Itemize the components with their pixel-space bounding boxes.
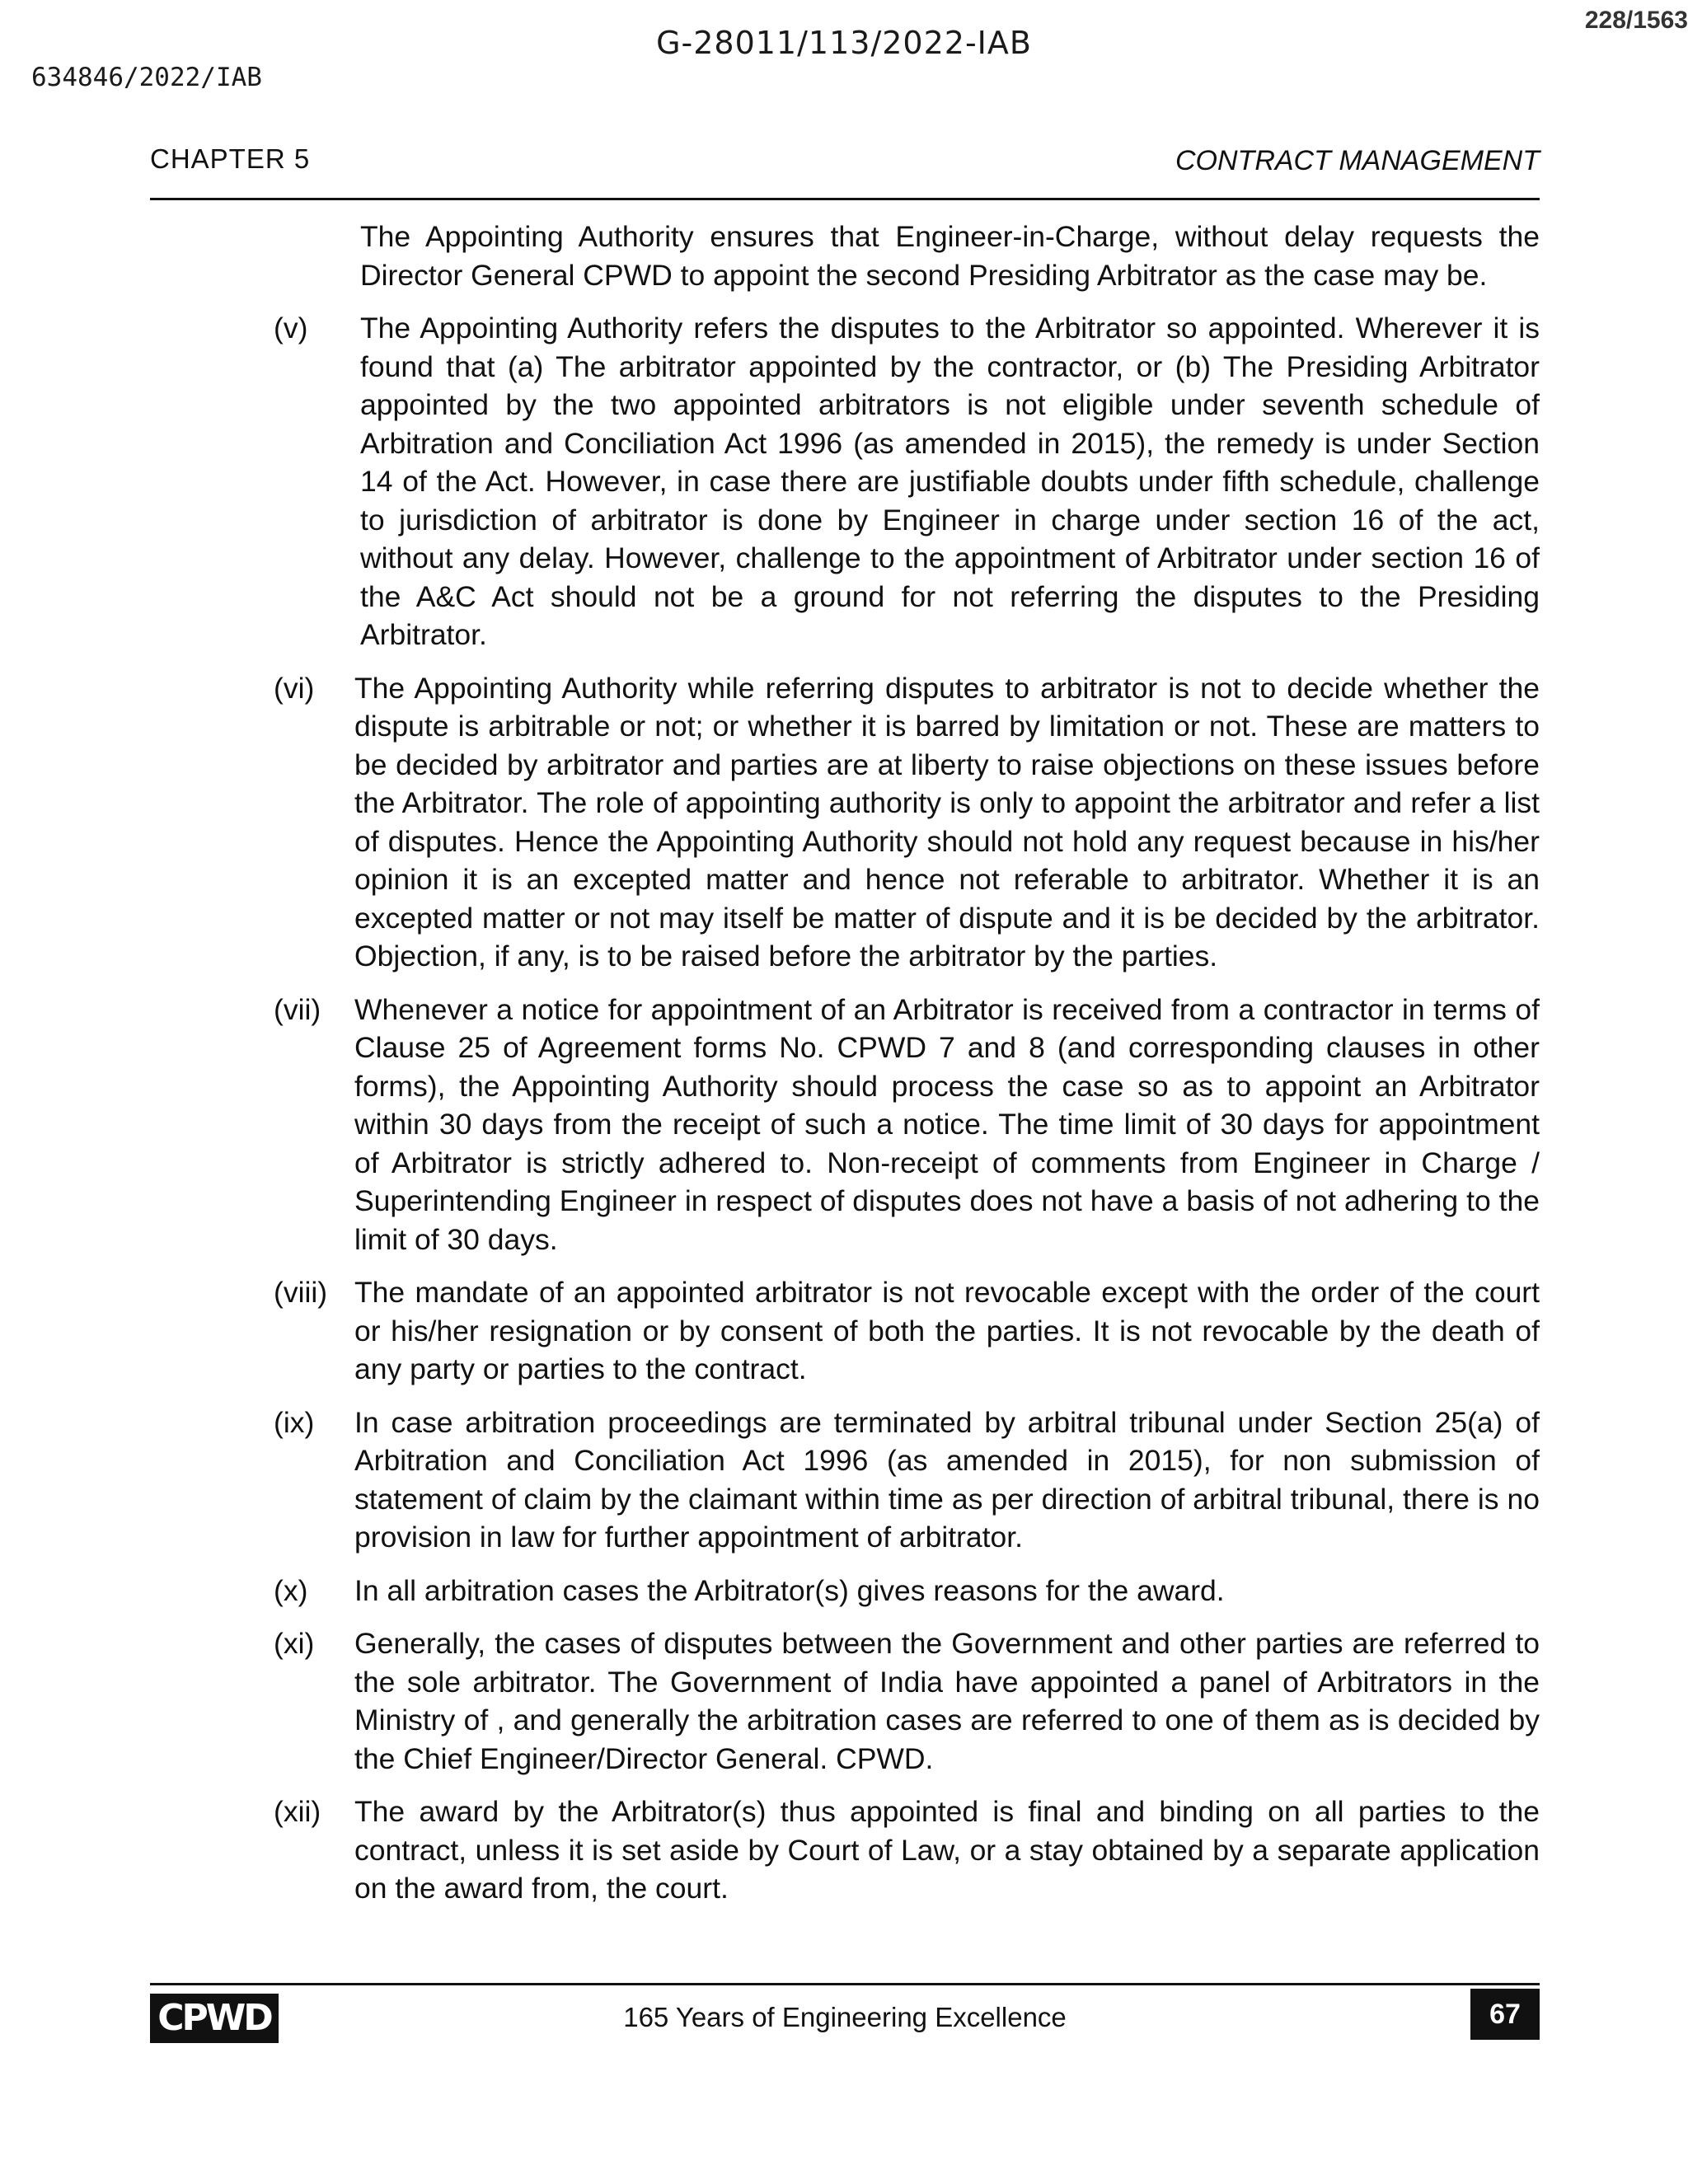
item-text: In all arbitration cases the Arbitrator(s) gives reasons for the award.: [354, 1573, 1225, 1607]
section-title: CONTRACT MANAGEMENT: [1175, 145, 1540, 176]
file-number-stamp: G-28011/113/2022-IAB: [656, 25, 1032, 61]
item-number: (viii): [274, 1276, 328, 1309]
item-text: In case arbitration proceedings are terminated by arbitral tribunal under Section 25(a) of Arbitration and Conciliation Act 1996 (as amended in 2015), for non submission of statement of claim by the claimant within time as per direction of arbitral tribunal, there is no provision in law for further appointment of arbitrator.: [354, 1405, 1540, 1554]
page-footer: [150, 1983, 1540, 2039]
list-item-v: [150, 309, 1540, 654]
item-text: The mandate of an appointed arbitrator is not revocable except with the order of the court or his/her resignation or by consent of both the parties. It is not revocable by the death of any party or parties to the contract.: [354, 1276, 1540, 1385]
item-text: Generally, the cases of disputes between the Government and other parties are referred to the sole arbitrator. The Government of India have appointed a panel of Arbitrators in the Ministry of , and generally the arbitration cases are referred to one of them as is decided by the Chief Engineer/Director General. CPWD.: [354, 1627, 1540, 1775]
list-item-x: [150, 1572, 1540, 1610]
list-item-vii: [150, 991, 1540, 1259]
page-body: [150, 218, 1540, 1923]
item-text: The Appointing Authority while referring disputes to arbitrator is not to decide whether the dispute is arbitrable or not; or whether it is barred by limitation or not. These are matters to be decided by arbitrator and parties are at liberty to raise objections on these issues before the Arbitrator. The role of appointing authority is only to appoint the arbitrator and refer a list of disputes. Hence the Appointing Authority should not hold any request because in his/her opinion it is an excepted matter and hence not referable to arbitrator. Whether it is an excepted matter or not may itself be matter of dispute and it is be decided by the arbitrator. Objection, if any, is to be raised before the arbitrator by the parties.: [354, 671, 1540, 972]
list-item-vi: [150, 669, 1540, 976]
item-text: Whenever a notice for appointment of an Arbitrator is received from a contractor in terms of Clause 25 of Agreement forms No. CPWD 7 and 8 (and corresponding clauses in other forms), the Appointing Authority should process the case so as to appoint an Arbitrator within 30 days from the receipt of such a notice. The time limit of 30 days for appointment of Arbitrator is strictly adhered to. Non-receipt of comments from Engineer in Charge / Superintending Engineer in respect of disputes does not have a basis of not adhering to the limit of 30 days.: [354, 992, 1540, 1256]
item-number: (xii): [274, 1795, 321, 1828]
item-number: (v): [274, 312, 308, 344]
list-item-xi: [150, 1624, 1540, 1778]
item-number: (vii): [274, 992, 321, 1026]
list-item-ix: [150, 1404, 1540, 1557]
chapter-label: CHAPTER 5: [150, 143, 311, 174]
page-header: [150, 140, 1540, 200]
list-item-xii: [150, 1793, 1540, 1908]
cpwd-logo: CPWD: [150, 1994, 279, 2043]
item-number: (xi): [274, 1627, 315, 1660]
item-number: (ix): [274, 1405, 315, 1439]
continued-paragraph: The Appointing Authority ensures that Engineer-in-Charge, without delay requests the Director General CPWD to appoint the second Presiding Arbitrator as the case may be.: [360, 220, 1540, 292]
item-text: The award by the Arbitrator(s) thus appointed is final and binding on all parties to the contract, unless it is set aside by Court of Law, or a stay obtained by a separate application on the award from, the court.: [354, 1795, 1540, 1905]
item-text: The Appointing Authority refers the disputes to the Arbitrator so appointed. Wherever it is found that (a) The arbitrator appointed by the contractor, or (b) The Presiding Arbitrator appointed by the two appointed arbitrators is not eligible under seventh schedule of Arbitration and Conciliation Act 1996 (as amended in 2015), the remedy is under Section 14 of the Act. However, in case there are justifiable doubts under fifth schedule, challenge to jurisdiction of arbitrator is done by Engineer in charge under section 16 of the act, without any delay. However, challenge to the appointment of Arbitrator under section 16 of the A&C Act should not be a ground for not referring the disputes to the Presiding Arbitrator.: [360, 312, 1540, 651]
receipt-number-stamp: 634846/2022/IAB: [31, 63, 262, 92]
page-count-stamp: 228/1563: [1584, 7, 1688, 34]
item-number: (vi): [274, 671, 315, 705]
list-item-viii: [150, 1273, 1540, 1389]
item-number: (x): [274, 1573, 308, 1607]
page-number: 67: [1470, 1989, 1540, 2040]
footer-tagline: 165 Years of Engineering Excellence: [623, 2002, 1067, 2032]
